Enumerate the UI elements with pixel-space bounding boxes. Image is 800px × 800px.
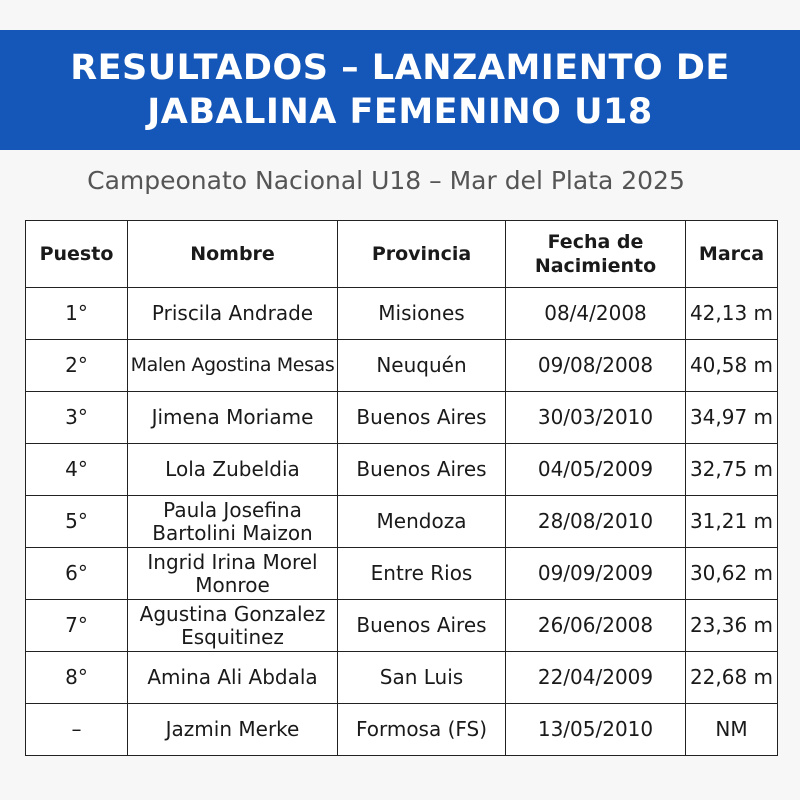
cell-marca: 22,68 m [686,652,778,704]
cell-puesto: 3° [26,392,128,444]
table-row [26,288,778,340]
cell-provincia: Misiones [338,288,506,340]
table-row [26,548,778,600]
header-fecha-nacimiento: Fecha de Nacimiento [506,221,686,288]
title-banner [0,30,800,150]
cell-provincia: Buenos Aires [338,444,506,496]
cell-marca: 30,62 m [686,548,778,600]
title-line-1: RESULTADOS – LANZAMIENTO DE [70,48,730,88]
cell-provincia: Entre Rios [338,548,506,600]
cell-provincia: Neuquén [338,340,506,392]
cell-fecha: 13/05/2010 [506,704,686,756]
cell-puesto: 6° [26,548,128,600]
cell-nombre: Ingrid Irina Morel Monroe [128,548,338,600]
cell-nombre: Agustina Gonzalez Esquitinez [128,600,338,652]
cell-fecha: 04/05/2009 [506,444,686,496]
cell-puesto: 8° [26,652,128,704]
cell-marca: 42,13 m [686,288,778,340]
table-row [26,340,778,392]
page-subtitle: Campeonato Nacional U18 – Mar del Plata 2025 [87,166,685,195]
cell-provincia: San Luis [338,652,506,704]
table-header-row [26,221,778,288]
results-table [25,220,778,756]
header-puesto: Puesto [26,221,128,288]
cell-fecha: 22/04/2009 [506,652,686,704]
table-row [26,600,778,652]
cell-puesto: – [26,704,128,756]
table-row [26,652,778,704]
cell-puesto: 4° [26,444,128,496]
cell-fecha: 08/4/2008 [506,288,686,340]
header-marca: Marca [686,221,778,288]
cell-marca: 40,58 m [686,340,778,392]
cell-fecha: 26/06/2008 [506,600,686,652]
cell-fecha: 09/09/2009 [506,548,686,600]
cell-provincia: Buenos Aires [338,600,506,652]
cell-fecha: 30/03/2010 [506,392,686,444]
cell-provincia: Mendoza [338,496,506,548]
cell-nombre: Paula Josefina Bartolini Maizon [128,496,338,548]
cell-provincia: Formosa (FS) [338,704,506,756]
table-row [26,704,778,756]
cell-marca: 23,36 m [686,600,778,652]
table-row [26,444,778,496]
cell-fecha: 28/08/2010 [506,496,686,548]
cell-nombre: Priscila Andrade [128,288,338,340]
cell-marca: 31,21 m [686,496,778,548]
cell-nombre: Jazmin Merke [128,704,338,756]
cell-fecha: 09/08/2008 [506,340,686,392]
cell-puesto: 7° [26,600,128,652]
cell-provincia: Buenos Aires [338,392,506,444]
header-provincia: Provincia [338,221,506,288]
header-nombre: Nombre [128,221,338,288]
cell-nombre: Malen Agostina Mesas [128,340,338,392]
cell-nombre: Jimena Moriame [128,392,338,444]
cell-puesto: 5° [26,496,128,548]
cell-nombre: Lola Zubeldia [128,444,338,496]
title-line-2: JABALINA FEMENINO U18 [147,92,653,132]
cell-nombre: Amina Ali Abdala [128,652,338,704]
cell-marca: 32,75 m [686,444,778,496]
table-row [26,392,778,444]
cell-puesto: 1° [26,288,128,340]
cell-puesto: 2° [26,340,128,392]
cell-marca: 34,97 m [686,392,778,444]
cell-marca: NM [686,704,778,756]
table-row [26,496,778,548]
